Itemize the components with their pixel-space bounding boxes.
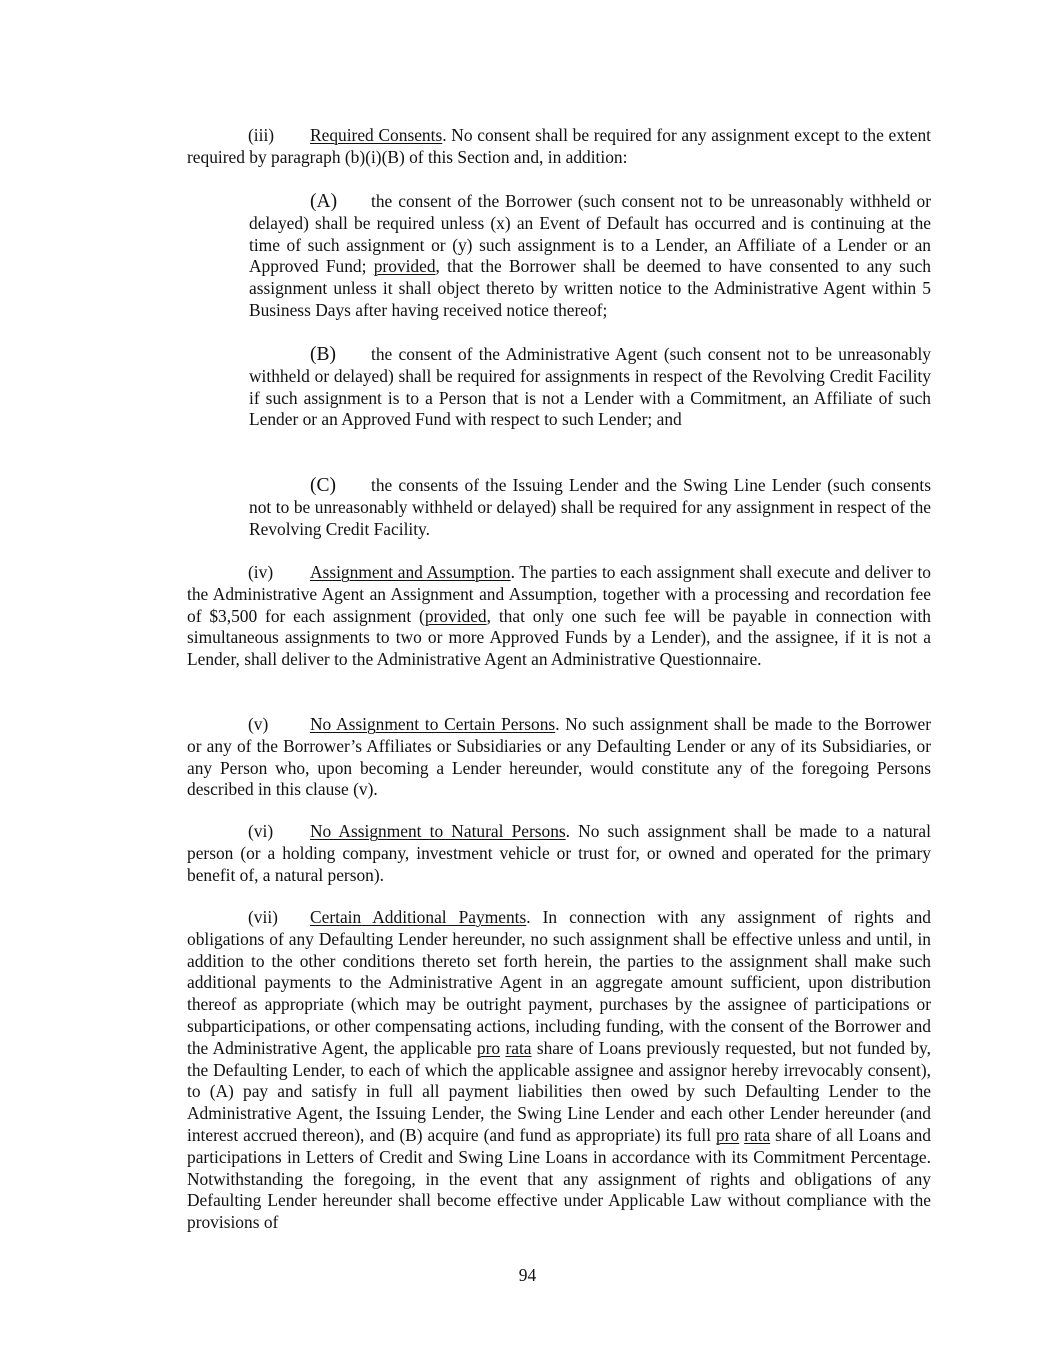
subparagraph-B: [249, 344, 931, 431]
subparagraph-A: [249, 191, 931, 322]
clause-text-continued: , that only one such fee will be payable in connection with simultaneous assignments to two or more Approved Funds by a Lender), and the assignee, if it is not a Lender, shall deliver to the Administrative Agent an Administrative Questionnaire.: [187, 605, 931, 670]
clause-letter: (B): [310, 344, 336, 365]
clause-number: (v): [248, 714, 269, 734]
paragraph-vii: [187, 907, 931, 1234]
clause-heading: No Assignment to Certain Persons: [310, 714, 556, 734]
clause-heading: Required Consents: [310, 125, 443, 145]
paragraph-vi: [187, 821, 931, 886]
rata-term: rata: [505, 1037, 532, 1058]
subparagraph-C: [249, 475, 931, 540]
clause-text: the consent of the Borrower (such consent not to be unreasonably withheld or delayed) shall be required unless (x) an Event of Default has occurred and is continuing at the time of such assignment or (y) such assignment is to a Lender, an Affiliate of a Lender or an Approved Fund;: [249, 191, 931, 277]
clause-text: the consents of the Issuing Lender and the Swing Line Lender (such consents not to be unreasonably withheld or delayed) shall be required for any assignment in respect of the Revolving Credit Facility.: [249, 475, 931, 539]
clause-text: . No such assignment shall be made to a natural person (or a holding company, investment vehicle or trust for, or owned and operated for the primary benefit of, a natural person).: [187, 821, 931, 885]
clause-heading: Assignment and Assumption: [310, 562, 511, 582]
page-number: 94: [518, 1265, 537, 1285]
pro-term: pro: [715, 1124, 740, 1145]
clause-number: (iii): [248, 125, 275, 145]
paragraph-v: [187, 714, 931, 801]
clause-text: the consent of the Administrative Agent (such consent not to be unreasonably withheld or delayed) shall be required for assignments in respect of the Revolving Credit Facility if such assignment is to a Person that is not a Lender with a Commitment, an Affiliate of such Lender or an Approved Fund with respect to such Lender; and: [249, 344, 931, 430]
paragraph-iv: [187, 562, 931, 671]
clause-number: (iv): [248, 562, 274, 582]
clause-letter: (C): [310, 475, 336, 496]
clause-text-continued: share of Loans previously requested, but not funded by, the Defaulting Lender, to each of which the applicable assignee and assignor hereby irrevocably consent), to (A) pay and satisfy in full all payment liabilities then owed by such Defaulting Lender to the Administrative Agent, the Issuing Lender, the Swing Line Lender and each other Lender hereunder (and interest accrued thereon), and (B) acquire (and fund as appropriate) its full: [187, 1037, 931, 1145]
provided-term: provided: [373, 256, 436, 277]
clause-text: . The parties to each assignment shall execute and deliver to the Administrative Agent an Assignment and Assumption, together with a processing and recordation fee of $3,500 for each assignment (: [187, 562, 931, 626]
clause-number: (vii): [248, 907, 278, 927]
clause-text: . No such assignment shall be made to the Borrower or any of the Borrower’s Affiliates or Subsidiaries or any Defaulting Lender or any of its Subsidiaries, or any Person who, upon becoming a Lender hereunder, would constitute any of the foregoing Persons described in this clause (v).: [187, 714, 931, 800]
clause-text-final: share of all Loans and participations in Letters of Credit and Swing Line Loans in accordance with its Commitment Percentage. Notwithstanding the foregoing, in the event that any assignment of rights and obligations of any Defaulting Lender hereunder shall become effective under Applicable Law without compliance with the provisions of: [187, 1124, 931, 1233]
paragraph-iii: [187, 125, 931, 169]
clause-text: . No consent shall be required for any assignment except to the extent required by paragraph (b)(i)(B) of this Section and, in addition:: [187, 125, 931, 167]
clause-number: (vi): [248, 821, 274, 841]
provided-term: provided: [424, 605, 487, 626]
clause-text-continued: , that the Borrower shall be deemed to have consented to any such assignment unless it shall object thereto by written notice to the Administrative Agent within 5 Business Days after having received notice thereof;: [249, 256, 931, 320]
clause-text: . In connection with any assignment of rights and obligations of any Defaulting Lender hereunder, no such assignment shall be effective unless and until, in addition to the other conditions thereto set forth herein, the parties to the assignment shall make such additional payments to the Administrative Agent in an aggregate amount sufficient, upon distribution thereof as appropriate (which may be outright payment, purchases by the assignee of participations or subparticipations, or other compensating actions, including funding, with the consent of the Borrower and the Administrative Agent, the applicable: [187, 907, 931, 1058]
clause-letter: (A): [310, 191, 338, 212]
pro-term: pro: [476, 1037, 501, 1058]
clause-heading: No Assignment to Natural Persons: [310, 821, 566, 841]
rata-term: rata: [744, 1124, 771, 1145]
clause-heading: Certain Additional Payments: [310, 907, 527, 927]
